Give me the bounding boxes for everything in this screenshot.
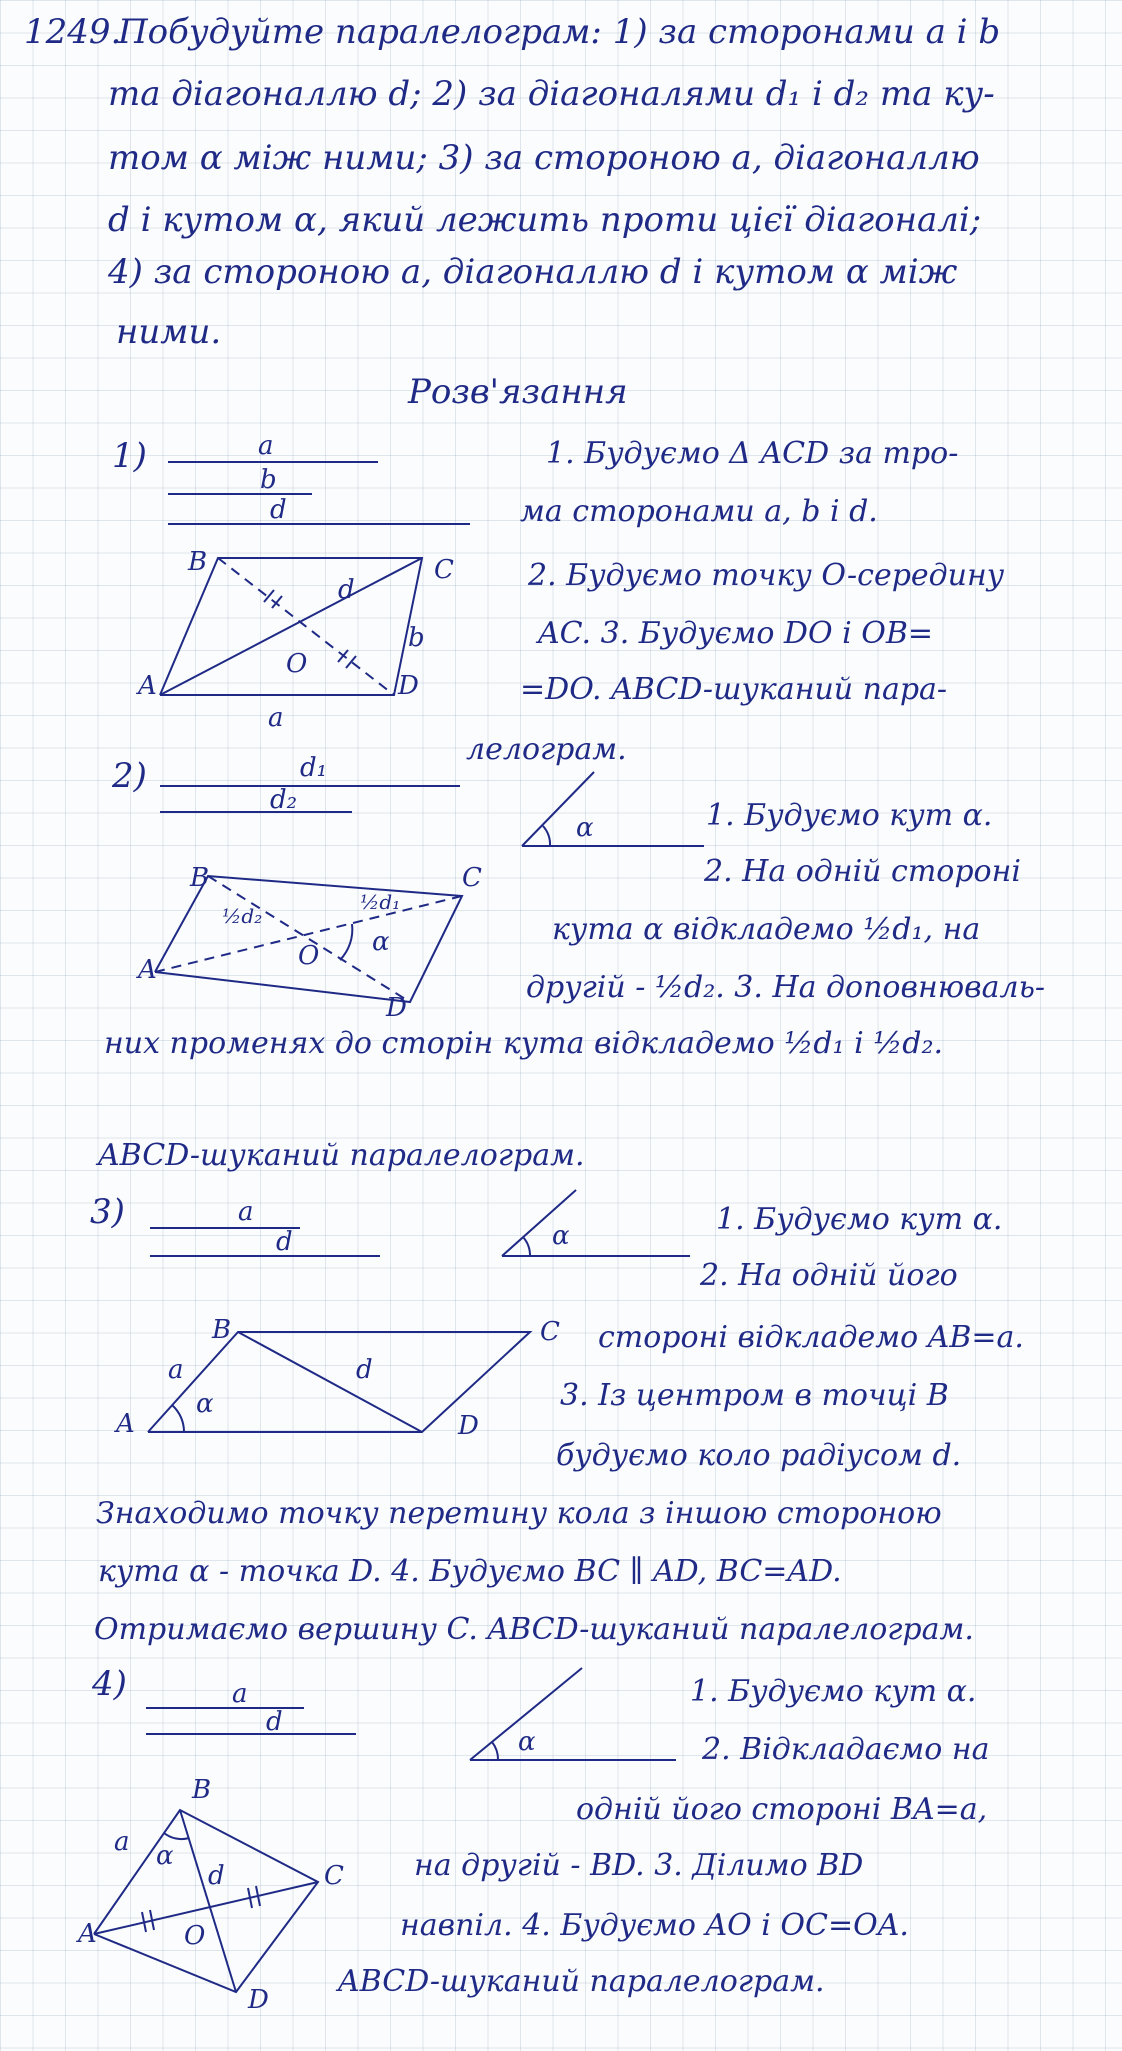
part3-side-a: a xyxy=(168,1355,184,1385)
part2-half-d2: ½d₂ xyxy=(222,904,263,928)
part4-angle-label: α xyxy=(156,1841,174,1871)
part4-angle-symbol: α xyxy=(518,1727,536,1757)
part1-step-3: 2. Будуємо точку O-середину xyxy=(528,558,1005,593)
part4-step-6: ABCD-шуканий паралелограм. xyxy=(338,1964,825,1999)
part1-diag-d: d xyxy=(338,575,355,605)
part4-step-3: одній його стороні BA=a, xyxy=(576,1792,988,1827)
part3-step-4: 3. Із центром в точці B xyxy=(560,1378,949,1413)
part2-point-o: O xyxy=(298,941,320,971)
problem-number: 1249. xyxy=(24,12,122,52)
part4-diag-d: d xyxy=(208,1861,225,1891)
part1-label-b-top: b xyxy=(260,465,277,495)
part3-step-1: 1. Будуємо кут α. xyxy=(716,1202,1003,1237)
part4-label-a: a xyxy=(232,1679,248,1709)
part2-vertex-b: B xyxy=(190,863,210,893)
part2-angle-label: α xyxy=(372,927,390,957)
part4-step-4: на другій - BD. 3. Ділимо BD xyxy=(414,1848,864,1883)
part1-step-2: ма сторонами a, b і d. xyxy=(520,494,878,529)
part2-vertex-d: D xyxy=(386,993,407,1023)
part2-marker: 2) xyxy=(112,756,147,796)
part1-vertex-a: A xyxy=(138,671,157,701)
part1-vertex-c: C xyxy=(434,555,454,585)
part1-step-6: лелограм. xyxy=(466,732,627,767)
part1-vertex-d: D xyxy=(398,671,419,701)
part2-step-5: них променях до сторін кута відкладемо ½d₁ і ½d₂. xyxy=(104,1026,944,1061)
part2-step-4: другій - ½d₂. 3. На доповнюваль- xyxy=(526,970,1046,1005)
part1-label-a-top: a xyxy=(258,431,274,461)
problem-line-1: Побудуйте паралелограм: 1) за сторонами a і b xyxy=(118,12,1001,52)
part3-step-5: будуємо коло радіусом d. xyxy=(556,1438,962,1473)
part2-label-d2: d₂ xyxy=(270,785,298,815)
part4-vertex-d: D xyxy=(248,1985,269,2015)
part3-step-2: 2. На одній його xyxy=(700,1258,958,1293)
part4-marker: 4) xyxy=(92,1664,127,1704)
part3-step-8: Отримаємо вершину C. ABCD-шуканий паралелограм. xyxy=(94,1612,974,1647)
part3-angle-label: α xyxy=(196,1389,214,1419)
part4-label-d: d xyxy=(266,1707,283,1737)
problem-line-2: та діагоналлю d; 2) за діагоналями d₁ і d₂ та ку- xyxy=(108,74,995,114)
part1-vertex-b: B xyxy=(188,547,208,577)
part2-step-1: 1. Будуємо кут α. xyxy=(706,798,993,833)
part1-label-d-top: d xyxy=(270,495,287,525)
part4-angle-arc xyxy=(492,1742,498,1760)
part2-angle-symbol: α xyxy=(576,813,594,843)
part1-step-1: 1. Будуємо Δ ACD за тро- xyxy=(546,436,959,471)
part4-vertex-b: B xyxy=(192,1775,212,1805)
part3-label-d: d xyxy=(276,1227,293,1257)
part3-label-a: a xyxy=(238,1197,254,1227)
part3-step-6: Знаходимо точку перетину кола з іншою стороною xyxy=(96,1496,942,1531)
part4-step-2: 2. Відкладаємо на xyxy=(702,1732,990,1767)
part3-diag-d: d xyxy=(356,1355,373,1385)
part1-side-a: a xyxy=(268,703,284,733)
part3-vertex-a: A xyxy=(116,1409,135,1439)
part1-side-b: b xyxy=(408,623,425,653)
part1-step-4: AC. 3. Будуємо DO і OB= xyxy=(538,616,934,651)
problem-line-4: d і кутом α, який лежить проти цієї діагоналі; xyxy=(108,200,982,240)
part2-step-6: ABCD-шуканий паралелограм. xyxy=(98,1138,585,1173)
part4-step-5: навпіл. 4. Будуємо AO і OC=OA. xyxy=(400,1908,909,1943)
part2-half-d1: ½d₁ xyxy=(360,890,401,914)
part3-vertex-c: C xyxy=(540,1317,560,1347)
part4-angle-mark xyxy=(164,1833,189,1839)
part4-side-a: a xyxy=(114,1827,130,1857)
problem-line-6: ними. xyxy=(116,312,222,352)
part4-vertex-a: A xyxy=(78,1919,97,1949)
part2-vertex-c: C xyxy=(462,863,482,893)
part3-vertex-b: B xyxy=(212,1315,232,1345)
part1-marker: 1) xyxy=(112,436,147,476)
part3-angle-symbol: α xyxy=(552,1221,570,1251)
part3-vertex-d: D xyxy=(458,1411,479,1441)
part3-step-7: кута α - точка D. 4. Будуємо BC ∥ AD, BC=AD. xyxy=(98,1554,842,1589)
part4-vertex-c: C xyxy=(324,1861,344,1891)
part3-marker: 3) xyxy=(90,1192,125,1232)
part3-step-3: стороні відкладемо AB=a. xyxy=(598,1320,1024,1355)
solution-title: Розв'язання xyxy=(408,372,628,412)
part4-point-o: O xyxy=(184,1921,206,1951)
problem-line-3: том α між ними; 3) за стороною a, діагоналлю xyxy=(108,138,980,178)
part2-vertex-a: A xyxy=(138,955,157,985)
part2-label-d1: d₁ xyxy=(300,753,328,783)
part1-step-5: =DO. ABCD-шуканий пара- xyxy=(520,672,948,707)
part4-step-1: 1. Будуємо кут α. xyxy=(690,1674,977,1709)
problem-line-5: 4) за стороною a, діагоналлю d і кутом α між xyxy=(108,252,958,292)
part2-step-2: 2. На одній стороні xyxy=(704,854,1021,889)
part2-step-3: кута α відкладемо ½d₁, на xyxy=(552,912,981,947)
part1-point-o: O xyxy=(286,649,308,679)
